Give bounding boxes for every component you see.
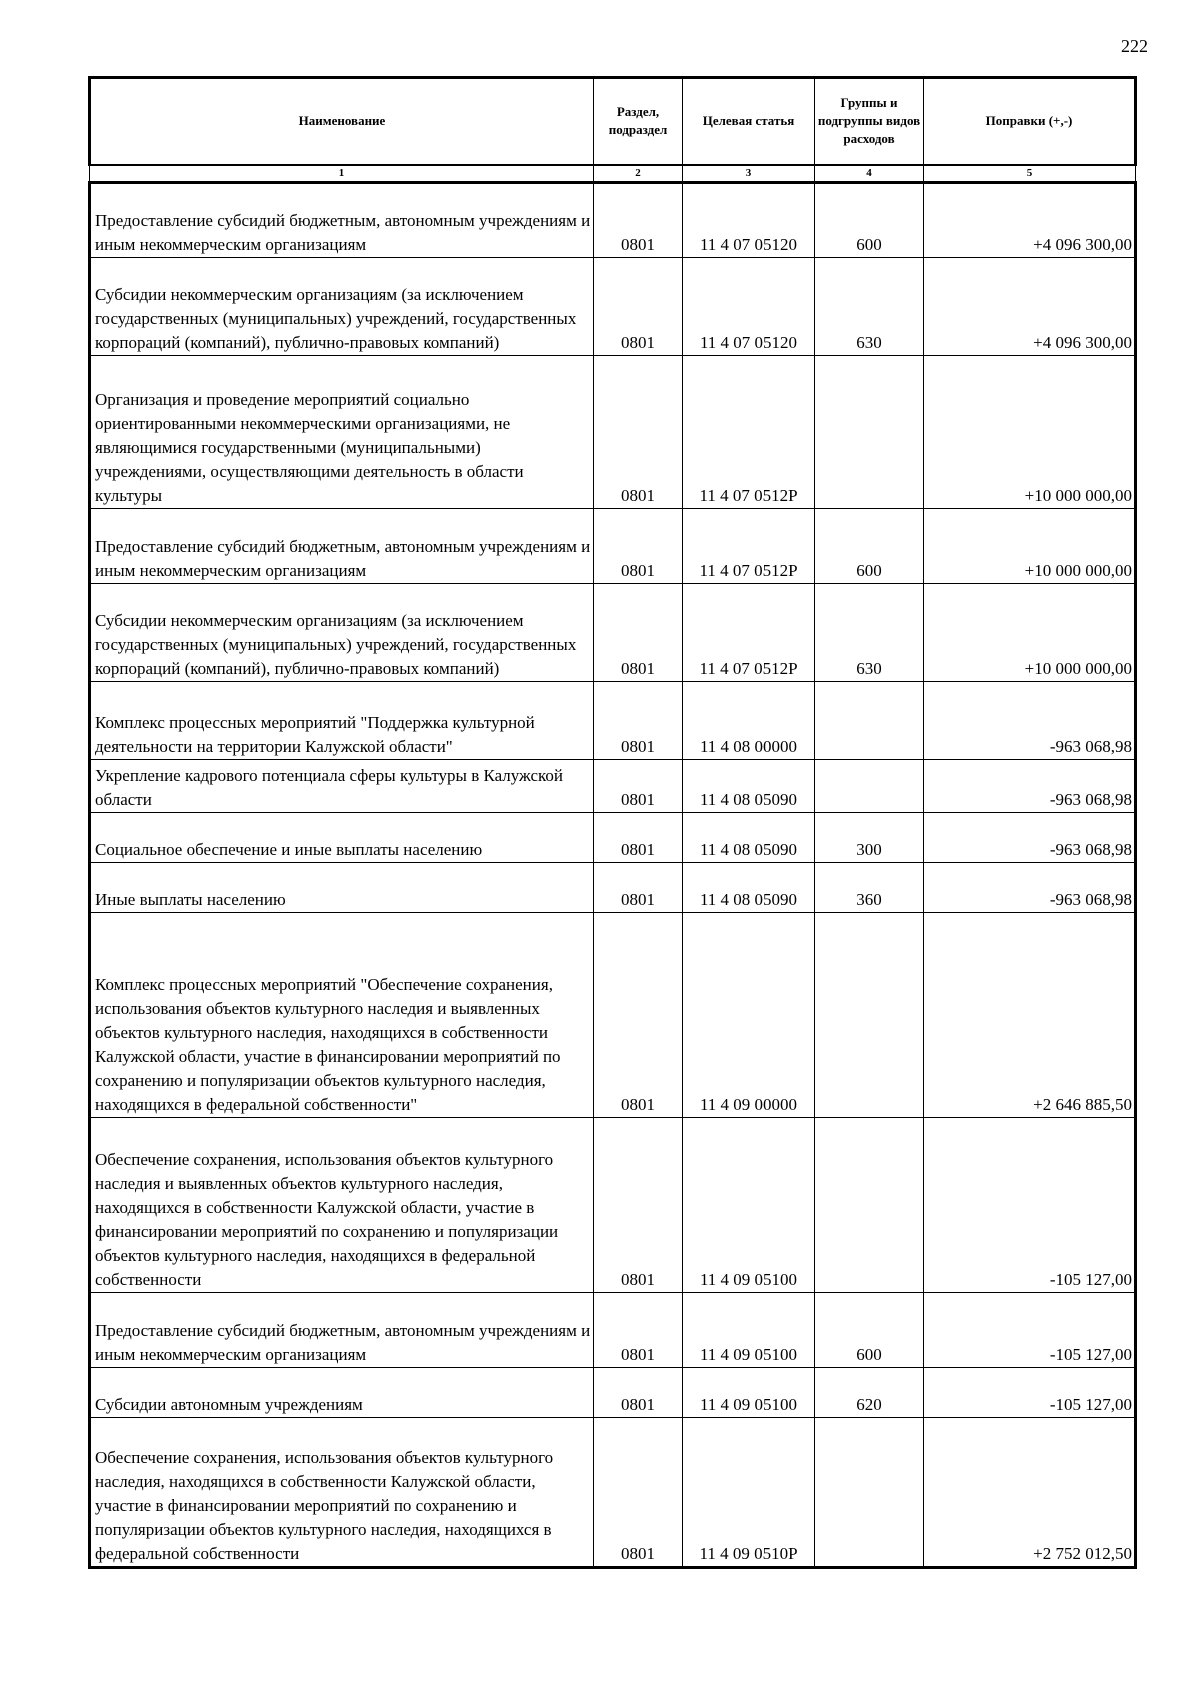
- row-amendment: -963 068,98: [924, 813, 1136, 863]
- row-name: Предоставление субсидий бюджетным, автономным учреждениям и иным некоммерческим организациям: [90, 1293, 594, 1368]
- header-amendment: Поправки (+,-): [924, 78, 1136, 165]
- table-row: [90, 913, 1136, 1118]
- row-group: 620: [815, 1368, 924, 1418]
- row-amendment: +10 000 000,00: [924, 509, 1136, 584]
- row-name: Обеспечение сохранения, использования объектов культурного наследия и выявленных объектов культурного наследия, находящихся в собственности Калужской области, участие в финансировании мероприятий по сохранению и популяризации объектов культурного наследия, находящихся в федеральной собственности: [90, 1118, 594, 1293]
- row-target: 11 4 08 00000: [683, 682, 815, 760]
- table-header-row: [90, 78, 1136, 165]
- table-row: [90, 258, 1136, 356]
- column-number: 4: [815, 165, 924, 183]
- row-name: Предоставление субсидий бюджетным, автономным учреждениям и иным некоммерческим организациям: [90, 509, 594, 584]
- row-target: 11 4 09 00000: [683, 913, 815, 1118]
- row-name: Укрепление кадрового потенциала сферы культуры в Калужской области: [90, 760, 594, 813]
- table-row: [90, 813, 1136, 863]
- header-expense-group: Группы и подгруппы видов расходов: [815, 78, 924, 165]
- row-name: Субсидии некоммерческим организациям (за исключением государственных (муниципальных) учреждений, государственных корпораций (компаний), публично-правовых компаний): [90, 258, 594, 356]
- row-amendment: -105 127,00: [924, 1118, 1136, 1293]
- row-amendment: +4 096 300,00: [924, 183, 1136, 258]
- row-group: [815, 760, 924, 813]
- row-group: 630: [815, 258, 924, 356]
- row-group: 600: [815, 1293, 924, 1368]
- row-name: Комплекс процессных мероприятий "Обеспечение сохранения, использования объектов культурного наследия и выявленных объектов культурного наследия, находящихся в собственности Калужской области, участие в финансировании мероприятий по сохранению и популяризации объектов культурного наследия, находящихся в федеральной собственности": [90, 913, 594, 1118]
- row-section: 0801: [594, 682, 683, 760]
- table-row: [90, 356, 1136, 509]
- row-section: 0801: [594, 913, 683, 1118]
- row-group: [815, 913, 924, 1118]
- row-amendment: -105 127,00: [924, 1293, 1136, 1368]
- row-target: 11 4 07 05120: [683, 258, 815, 356]
- row-group: 300: [815, 813, 924, 863]
- header-target-article: Целевая статья: [683, 78, 815, 165]
- row-target: 11 4 07 05120: [683, 183, 815, 258]
- header-section: Раздел, подраздел: [594, 78, 683, 165]
- table-row: [90, 509, 1136, 584]
- table-row: [90, 682, 1136, 760]
- table-row: [90, 760, 1136, 813]
- row-section: 0801: [594, 509, 683, 584]
- row-target: 11 4 09 05100: [683, 1368, 815, 1418]
- row-name: Обеспечение сохранения, использования объектов культурного наследия, находящихся в собственности Калужской области, участие в финансировании мероприятий по сохранению и популяризации объектов культурного наследия, находящихся в федеральной собственности: [90, 1418, 594, 1568]
- row-amendment: +10 000 000,00: [924, 356, 1136, 509]
- row-group: 360: [815, 863, 924, 913]
- row-section: 0801: [594, 863, 683, 913]
- row-group: [815, 356, 924, 509]
- row-section: 0801: [594, 584, 683, 682]
- row-group: 630: [815, 584, 924, 682]
- row-target: 11 4 07 0512P: [683, 584, 815, 682]
- table-row: [90, 1293, 1136, 1368]
- budget-amendments-table: [88, 76, 1137, 1569]
- row-section: 0801: [594, 1418, 683, 1568]
- row-amendment: -963 068,98: [924, 682, 1136, 760]
- row-section: 0801: [594, 258, 683, 356]
- row-target: 11 4 09 05100: [683, 1118, 815, 1293]
- row-name: Субсидии некоммерческим организациям (за исключением государственных (муниципальных) учреждений, государственных корпораций (компаний), публично-правовых компаний): [90, 584, 594, 682]
- row-group: 600: [815, 509, 924, 584]
- page-number: 222: [1121, 36, 1148, 56]
- row-name: Предоставление субсидий бюджетным, автономным учреждениям и иным некоммерческим организациям: [90, 183, 594, 258]
- row-amendment: +4 096 300,00: [924, 258, 1136, 356]
- row-name: Иные выплаты населению: [90, 863, 594, 913]
- row-target: 11 4 07 0512P: [683, 509, 815, 584]
- row-name: Субсидии автономным учреждениям: [90, 1368, 594, 1418]
- table-row: [90, 584, 1136, 682]
- row-amendment: +10 000 000,00: [924, 584, 1136, 682]
- row-amendment: +2 646 885,50: [924, 913, 1136, 1118]
- row-amendment: -105 127,00: [924, 1368, 1136, 1418]
- row-target: 11 4 07 0512P: [683, 356, 815, 509]
- column-number: 5: [924, 165, 1136, 183]
- column-number-row: [90, 165, 1136, 183]
- table-row: [90, 183, 1136, 258]
- row-target: 11 4 09 0510P: [683, 1418, 815, 1568]
- table-row: [90, 863, 1136, 913]
- row-section: 0801: [594, 356, 683, 509]
- row-section: 0801: [594, 760, 683, 813]
- column-number: 2: [594, 165, 683, 183]
- row-group: [815, 682, 924, 760]
- column-number: 1: [90, 165, 594, 183]
- row-name: Комплекс процессных мероприятий "Поддержка культурной деятельности на территории Калужской области": [90, 682, 594, 760]
- row-section: 0801: [594, 1118, 683, 1293]
- header-name: Наименование: [90, 78, 594, 165]
- table-row: [90, 1368, 1136, 1418]
- row-group: [815, 1118, 924, 1293]
- row-section: 0801: [594, 183, 683, 258]
- row-target: 11 4 09 05100: [683, 1293, 815, 1368]
- row-name: Организация и проведение мероприятий социально ориентированными некоммерческими организациями, не являющимися государственными (муниципальными) учреждениями, осуществляющими деятельность в области культуры: [90, 356, 594, 509]
- row-group: 600: [815, 183, 924, 258]
- row-name: Социальное обеспечение и иные выплаты населению: [90, 813, 594, 863]
- row-section: 0801: [594, 1293, 683, 1368]
- row-amendment: -963 068,98: [924, 863, 1136, 913]
- row-amendment: +2 752 012,50: [924, 1418, 1136, 1568]
- row-target: 11 4 08 05090: [683, 813, 815, 863]
- row-target: 11 4 08 05090: [683, 863, 815, 913]
- row-amendment: -963 068,98: [924, 760, 1136, 813]
- column-number: 3: [683, 165, 815, 183]
- row-target: 11 4 08 05090: [683, 760, 815, 813]
- table-row: [90, 1118, 1136, 1293]
- row-section: 0801: [594, 813, 683, 863]
- row-section: 0801: [594, 1368, 683, 1418]
- row-group: [815, 1418, 924, 1568]
- table-row: [90, 1418, 1136, 1568]
